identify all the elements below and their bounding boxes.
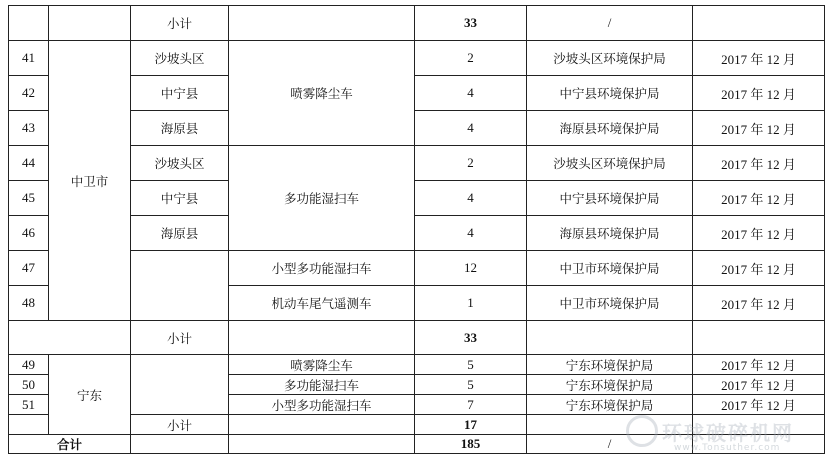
vehicle-type-cell: 多功能湿扫车 xyxy=(229,146,415,251)
total-slash: / xyxy=(527,435,693,454)
empty-cell xyxy=(527,415,693,435)
table-row xyxy=(9,435,825,454)
subtotal-slash: / xyxy=(527,6,693,41)
row-number: 45 xyxy=(9,181,49,216)
table-row xyxy=(9,321,825,355)
date-cell: 2017 年 12 月 xyxy=(693,355,825,375)
date-cell: 2017 年 12 月 xyxy=(693,216,825,251)
table-row xyxy=(9,41,825,76)
row-number: 43 xyxy=(9,111,49,146)
empty-cell xyxy=(131,251,229,321)
total-label: 合计 xyxy=(9,435,131,454)
unit-cell: 宁东环境保护局 xyxy=(527,375,693,395)
empty-cell xyxy=(229,415,415,435)
unit-cell: 沙坡头区环境保护局 xyxy=(527,146,693,181)
empty-cell xyxy=(49,6,131,41)
count-cell: 5 xyxy=(415,375,527,395)
district-cell: 沙坡头区 xyxy=(131,41,229,76)
row-number: 44 xyxy=(9,146,49,181)
empty-cell xyxy=(9,6,49,41)
vehicle-allocation-table xyxy=(8,5,825,454)
count-cell: 1 xyxy=(415,286,527,321)
empty-cell xyxy=(693,321,825,355)
empty-cell xyxy=(693,6,825,41)
empty-cell xyxy=(229,6,415,41)
vehicle-type-cell: 机动车尾气遥测车 xyxy=(229,286,415,321)
empty-cell xyxy=(9,415,49,435)
total-count: 185 xyxy=(415,435,527,454)
district-cell: 海原县 xyxy=(131,111,229,146)
unit-cell: 宁东环境保护局 xyxy=(527,395,693,415)
row-number: 50 xyxy=(9,375,49,395)
table-row xyxy=(9,111,825,146)
empty-cell xyxy=(229,321,415,355)
city-cell: 宁东 xyxy=(49,355,131,435)
date-cell: 2017 年 12 月 xyxy=(693,111,825,146)
count-cell: 4 xyxy=(415,181,527,216)
vehicle-type-cell: 多功能湿扫车 xyxy=(229,375,415,395)
date-cell: 2017 年 12 月 xyxy=(693,41,825,76)
count-cell: 4 xyxy=(415,111,527,146)
row-number: 51 xyxy=(9,395,49,415)
table-row xyxy=(9,76,825,111)
count-cell: 5 xyxy=(415,355,527,375)
watermark-url: www.Tonsuther.com xyxy=(674,443,781,453)
table-row xyxy=(9,216,825,251)
count-cell: 7 xyxy=(415,395,527,415)
district-cell: 海原县 xyxy=(131,216,229,251)
count-cell: 4 xyxy=(415,76,527,111)
date-cell: 2017 年 12 月 xyxy=(693,375,825,395)
row-number: 49 xyxy=(9,355,49,375)
date-cell: 2017 年 12 月 xyxy=(693,76,825,111)
watermark-text: 环球破碎机网 xyxy=(662,421,794,445)
row-number: 41 xyxy=(9,41,49,76)
table-row xyxy=(9,146,825,181)
unit-cell: 中宁县环境保护局 xyxy=(527,76,693,111)
row-number: 46 xyxy=(9,216,49,251)
unit-cell: 中卫市环境保护局 xyxy=(527,251,693,286)
district-cell: 中宁县 xyxy=(131,181,229,216)
empty-cell xyxy=(693,415,825,435)
vehicle-type-cell: 小型多功能湿扫车 xyxy=(229,251,415,286)
empty-cell xyxy=(9,321,131,355)
subtotal-label: 小计 xyxy=(131,321,229,355)
subtotal-count: 33 xyxy=(415,321,527,355)
count-cell: 2 xyxy=(415,146,527,181)
date-cell: 2017 年 12 月 xyxy=(693,286,825,321)
date-cell: 2017 年 12 月 xyxy=(693,146,825,181)
subtotal-count: 33 xyxy=(415,6,527,41)
subtotal-label: 小计 xyxy=(131,6,229,41)
vehicle-type-cell: 小型多功能湿扫车 xyxy=(229,395,415,415)
table-row xyxy=(9,251,825,286)
unit-cell: 海原县环境保护局 xyxy=(527,216,693,251)
empty-cell xyxy=(131,355,229,415)
unit-cell: 中卫市环境保护局 xyxy=(527,286,693,321)
table-row xyxy=(9,355,825,375)
count-cell: 2 xyxy=(415,41,527,76)
table-row xyxy=(9,181,825,216)
count-cell: 12 xyxy=(415,251,527,286)
empty-cell xyxy=(229,435,415,454)
district-cell: 沙坡头区 xyxy=(131,146,229,181)
date-cell: 2017 年 12 月 xyxy=(693,181,825,216)
subtotal-count: 17 xyxy=(415,415,527,435)
city-cell: 中卫市 xyxy=(49,41,131,321)
date-cell: 2017 年 12 月 xyxy=(693,395,825,415)
empty-cell xyxy=(131,435,229,454)
table-row xyxy=(9,6,825,41)
unit-cell: 中宁县环境保护局 xyxy=(527,181,693,216)
table-row xyxy=(9,415,825,435)
district-cell: 中宁县 xyxy=(131,76,229,111)
unit-cell: 海原县环境保护局 xyxy=(527,111,693,146)
unit-cell: 沙坡头区环境保护局 xyxy=(527,41,693,76)
unit-cell: 宁东环境保护局 xyxy=(527,355,693,375)
vehicle-type-cell: 喷雾降尘车 xyxy=(229,355,415,375)
vehicle-type-cell: 喷雾降尘车 xyxy=(229,41,415,146)
subtotal-label: 小计 xyxy=(131,415,229,435)
count-cell: 4 xyxy=(415,216,527,251)
row-number: 42 xyxy=(9,76,49,111)
row-number: 47 xyxy=(9,251,49,286)
row-number: 48 xyxy=(9,286,49,321)
date-cell: 2017 年 12 月 xyxy=(693,251,825,286)
empty-cell xyxy=(693,435,825,454)
empty-cell xyxy=(527,321,693,355)
